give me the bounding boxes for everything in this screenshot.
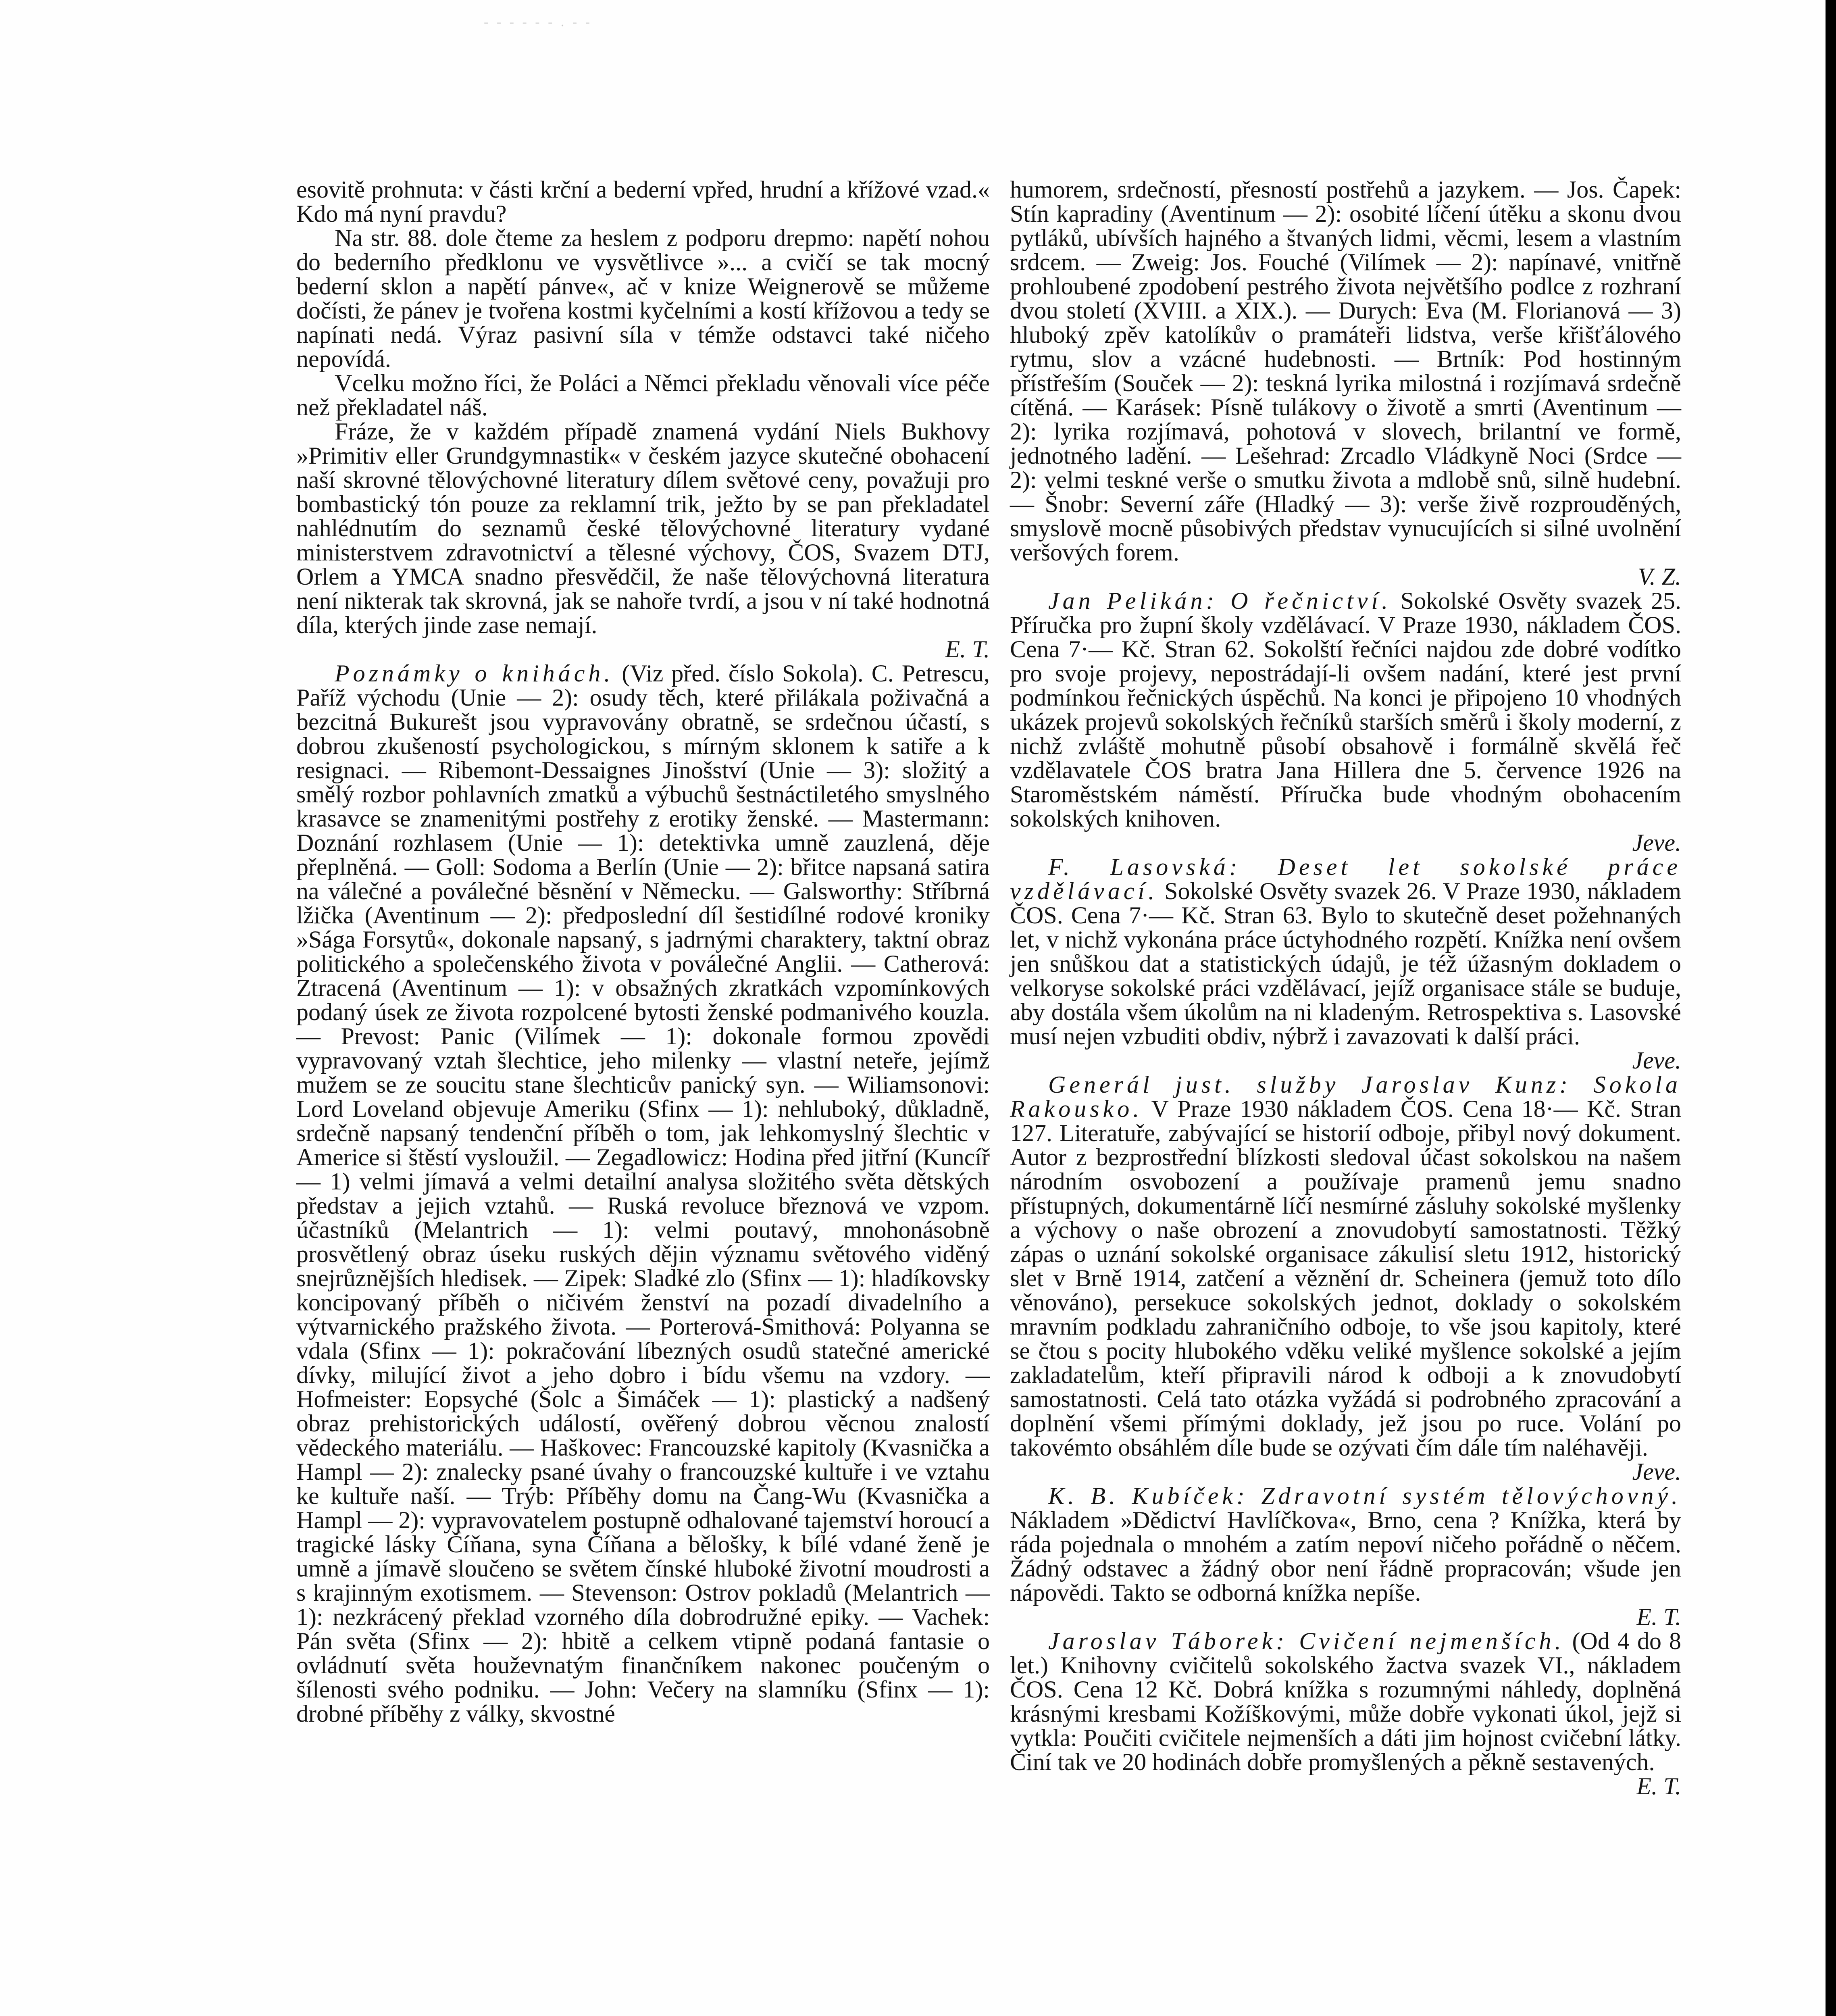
paragraph-text: Fráze, že v každém případě znamená vydání Niels Bukhovy »Primitiv eller Grundgymnastik« v českém jazyce skutečné obohacení naší skrovné tělovýchovné literatury dílem světové ceny, považuji pro bombastický tón pouze za reklamní trik, ježto by se pan překladatel nahlédnutím do seznamů české tělovýchovné literatury vydané ministerstvem zdravotnictví a tělesné výchovy, ČOS, Svazem DTJ, Orlem a YMCA snadno přesvědčil, že naše tělovýchovná literatura není nikterak tak skrovná, jak se nahoře tvrdí, a jsou v ní také hodnotná díla, kterých jinde zase nemají. — [296, 418, 990, 638]
scan-edge-bar — [1826, 0, 1836, 2016]
paragraph-text: Nákladem »Dědictví Havlíčkova«, Brno, cena ? Knížka, která by ráda pojednala o mnohém a zatím nepoví ničeho pořádně o něčem. Žádný odstavec a žádný obor není řádně propracován; všude jen nápovědi. Takto se odborná knížka nepíše. — [1010, 1507, 1681, 1606]
book-review — [296, 661, 990, 1726]
paragraph — [296, 371, 990, 419]
signature: V. Z. — [1638, 563, 1681, 590]
paragraph-text: V Praze 1930 nákladem ČOS. Cena 18·— Kč. Stran 127. Literatuře, zabývající se historií odboje, přibyl nový dokument. Autor z bezprostřední blízkosti sledoval účast sokolskou na našem národním osvobození a používaje pramenů jemu snadno přístupných, dokumentárně líčí nesmírné zásluhy sokolské myšlenky a výchovy o naše obrození a znovudobytí samostatnosti. Těžký zápas o uznání sokolské organisace zákulisí sletu 1912, historický slet v Brně 1914, zatčení a věznění dr. Scheinera (jemuž toto dílo věnováno), persekuce sokolských jednot, doklady o sokolském mravním podkladu zahraničního odboje, to vše jsou kapitoly, které se čtou s pocity hlubokého vděku veliké myšlence sokolské a jejím zakladatelům, kteří připravili národ k odboji a k znovudobytí samostatnosti. Celá tato otázka vyžádá si podrobného zpracování a doplnění všemi přímými doklady, jež jsou po ruce. Volání po takovémto obsáhlém díle bude se ozývati čím dále tím naléhavěji. — [1010, 1095, 1681, 1461]
signature: Jeve. — [1632, 829, 1681, 856]
paragraph-text: esovitě prohnuta: v části krční a bederní vpřed, hrudní a křížové vzad.« Kdo má nyní pravdu? — [296, 176, 990, 227]
signature: Jeve. — [1632, 1458, 1681, 1485]
review-heading: F. Lasovská: Deset let sokolské práce vzdělávací. — [1010, 854, 1681, 904]
paragraph — [296, 226, 990, 371]
book-review — [1010, 1484, 1681, 1605]
signature: E. T. — [1636, 1604, 1681, 1630]
review-heading: Poznámky o knihách. — [335, 660, 614, 687]
review-heading: Jaroslav Táborek: Cvičení nejmenších. — [1048, 1628, 1565, 1654]
review-heading: Generál just. služby Jaroslav Kunz: Sokola Rakousko. — [1010, 1071, 1681, 1122]
paragraph — [1010, 177, 1681, 564]
book-review — [1010, 589, 1681, 831]
review-heading: Jan Pelikán: O řečnictví. — [1048, 587, 1392, 614]
left-column — [296, 177, 990, 1726]
signature: E. T. — [945, 636, 990, 662]
book-review — [1010, 1629, 1681, 1774]
signature: Jeve. — [1632, 1047, 1681, 1074]
book-review — [1010, 855, 1681, 1048]
book-review — [1010, 1073, 1681, 1460]
paragraph — [296, 419, 990, 637]
paragraph-text: Na str. 88. dole čteme za heslem z podporu drepmo: napětí nohou do bederního předklonu ve vysvětlivce »... a cvičí se tak mocný bederní sklon a napětí pánve«, ač v knize Weignerově se můžeme dočísti, že pánev je tvořena kostmi kyčelními a kostí křížovou a tedy se napínati nedá. Výraz pasivní síla v témže odstavci také ničeho nepovídá. — [296, 225, 990, 372]
right-column — [1010, 177, 1681, 1798]
paragraph-text: Sokolské Osvěty svazek 25. Příručka pro župní školy vzdělávací. V Praze 1930, nákladem ČOS. Cena 7·— Kč. Stran 62. Sokolští řečníci najdou zde dobré vodítko pro svoje projevy, nepostrádají-li ovšem nadání, které jest první podmínkou řečnických úspěchů. Na konci je připojeno 10 vhodných ukázek projevů sokolských řečníků starších směrů i školy moderní, z nichž zvláště mohutně působí obsahově i formálně skvělá řeč vzdělavatele ČOS bratra Jana Hillera dne 5. července 1926 na Staroměstském náměstí. Příručka bude vhodným obohacením sokolských knihoven. — [1010, 587, 1682, 832]
review-heading: K. B. Kubíček: Zdravotní systém tělovýchovný. — [1048, 1483, 1681, 1509]
scan-mark: - - - - - - . - - — [484, 15, 593, 29]
paragraph-text: (Od 4 do 8 let.) Knihovny cvičitelů sokolského žactva svazek VI., nákladem ČOS. Cena 12 Kč. Dobrá knížka s rozumnými náhledy, doplněná krásnými kresbami Kožíškovými, může dobře vykonati úkol, jejž si vytkla: Poučiti cvičitele nejmenších a dáti jim hojnost cvičební látky. Činí tak ve 20 hodinách dobře promyšlených a pěkně sestavených. — [1010, 1628, 1681, 1775]
paragraph-text: Sokolské Osvěty svazek 26. V Praze 1930, nákladem ČOS. Cena 7·— Kč. Stran 63. Bylo to skutečně deset požehnaných let, v nichž vykonána práce úctyhodného rozpětí. Knížka není ovšem jen snůškou dat a statistických údajů, je též úžasným dokladem o velkoryse sokolské práci vzdělávací, jejíž organisace stále se buduje, aby dostála všem úkolům na ni kladeným. Retrospektiva s. Lasovské musí nejen vzbuditi obdiv, nýbrž i zavazovati k další práci. — [1010, 878, 1681, 1050]
paragraph-text: Vcelku možno říci, že Poláci a Němci překladu věnovali více péče než překladatel náš. — [296, 370, 990, 421]
paragraph-text: humorem, srdečností, přesností postřehů a jazykem. — Jos. Čapek: Stín kapradiny (Aventinum — 2): osobité líčení útěku a skonu dvou pytláků, ubívších hajného a štvaných lidmi, věcmi, lesem a vlastním srdcem. — Zweig: Jos. Fouché (Vilímek — 2): napínavé, vnitřně prohloubené zpodobení pestrého života největšího podlce z rozhraní dvou století (XVIII. a XIX.). — Durych: Eva (M. Florianová — 3) hluboký zpěv katolíkův o pramáteři lidstva, verše křišťálového rytmu, slov a vzácné hudebnosti. — Brtník: Pod hostinným přístřeším (Souček — 2): teskná lyrika milostná i rozjímavá srdečně cítěná. — Karásek: Písně tulákovy o životě a smrti (Aventinum — 2): lyrika rozjímavá, pohotová v slovech, brilantní ve formě, jednotného ladění. — Lešehrad: Zrcadlo Vládkyně Noci (Srdce — 2): velmi teskné verše o smutku života a mdlobě snů, silně hudební. — Šnobr: Severní záře (Hladký — 3): verše živě rozprouděných, smyslově mocně působivých představ vynucujících si silné uvolnění veršových forem. — [1010, 176, 1681, 566]
paragraph-text: (Viz před. číslo Sokola). C. Petrescu, Paříž východu (Unie — 2): osudy těch, které přilákala poživačná a bezcitná Bukurešt jsou vypravovány obratně, se srdečnou účastí, s dobrou zkušeností psychologickou, s mírným sklonem k satiře a k resignaci. — Ribemont-Dessaignes Jinošství (Unie — 3): složitý a smělý rozbor pohlavních zmatků a výbuchů šestnáctiletého smyslného krasavce se znamenitými postřehy z erotiky ženské. — Mastermann: Doznání rozhlasem (Unie — 1): detektivka umně zauzlená, děje přeplněná. — Goll: Sodoma a Berlín (Unie — 2): břitce napsaná satira na válečné a poválečné běsnění v Německu. — Galsworthy: Stříbrná lžička (Aventinum — 2): předposlední díl šestidílné rodové kroniky »Sága Forsytů«, dokonale napsaný, s jadrnými charaktery, taktní obraz politického a společenského života v poválečné Anglii. — Catherová: Ztracená (Aventinum — 1): v obsažných zkratkách vzpomínkových podaný úsek ze života rozpolcené bytosti ženské podmanivého kouzla. — Prevost: Panic (Vilímek — 1): dokonale formou zpovědi vypravovaný vztah šlechtice, jeho milenky — vlastní neteře, jejímž mužem se ze soucitu stane šlechticův panický syn. — Wiliamsonovi: Lord Loveland objevuje Ameriku (Sfinx — 1): nehluboký, důkladně, srdečně napsaný tendenční příběh o tom, jak lehkomyslný šlechtic v Americe si štěstí vysloužil. — Zegadlowicz: Hodina před jitřní (Kuncíř — 1) velmi jímavá a velmi detailní analysa složitého světa dětských představ a jejich vztahů. — Ruská revoluce březnová ve vzpom. účastníků (Melantrich — 1): velmi poutavý, mnohonásobně prosvětlený obraz úseku ruských dějin významu světového viděný snejrůznějších hledisek. — Zipek: Sladké zlo (Sfinx — 1): hladíkovsky koncipovaný příběh o ničivém ženství na pozadí divadelního a výtvarnického pražského života. — Porterová-Smithová: Polyanna se vdala (Sfinx — 1): pokračování líbezných osudů statečné americké dívky, milující život a jeho dobro i bídu všemu na vzdory. — Hofmeister: Eopsyché (Šolc a Šimáček — 1): plastický a nadšený obraz prehistorických událostí, ověřený dobrou věcnou znalostí vědeckého materiálu. — Haškovec: Francouzské kapitoly (Kvasnička a Hampl — 2): znalecky psané úvahy o francouzské kultuře i ve vztahu ke kultuře naší. — Trýb: Příběhy domu na Čang-Wu (Kvasnička a Hampl — 2): vypravovatelem postupně odhalované tajemství horoucí a tragické lásky Číňana, syna Číňana a bělošky, k bílé vdané ženě je umně a jímavě sloučeno se světem čínské hluboké životní moudrosti a s krajinným exotismem. — Stevenson: Ostrov pokladů (Melantrich — 1): nezkrácený překlad vzorného díla dobrodružné epiky. — Vachek: Pán světa (Sfinx — 2): hbitě a celkem vtipně podaná fantasie o ovládnutí světa houževnatým finančníkem nakonec poučeným o šílenosti svého podniku. — John: Večery na slamníku (Sfinx — 1): drobné příběhy z války, skvostné — [296, 660, 990, 1727]
signature: E. T. — [1636, 1773, 1681, 1799]
paragraph — [296, 177, 990, 226]
